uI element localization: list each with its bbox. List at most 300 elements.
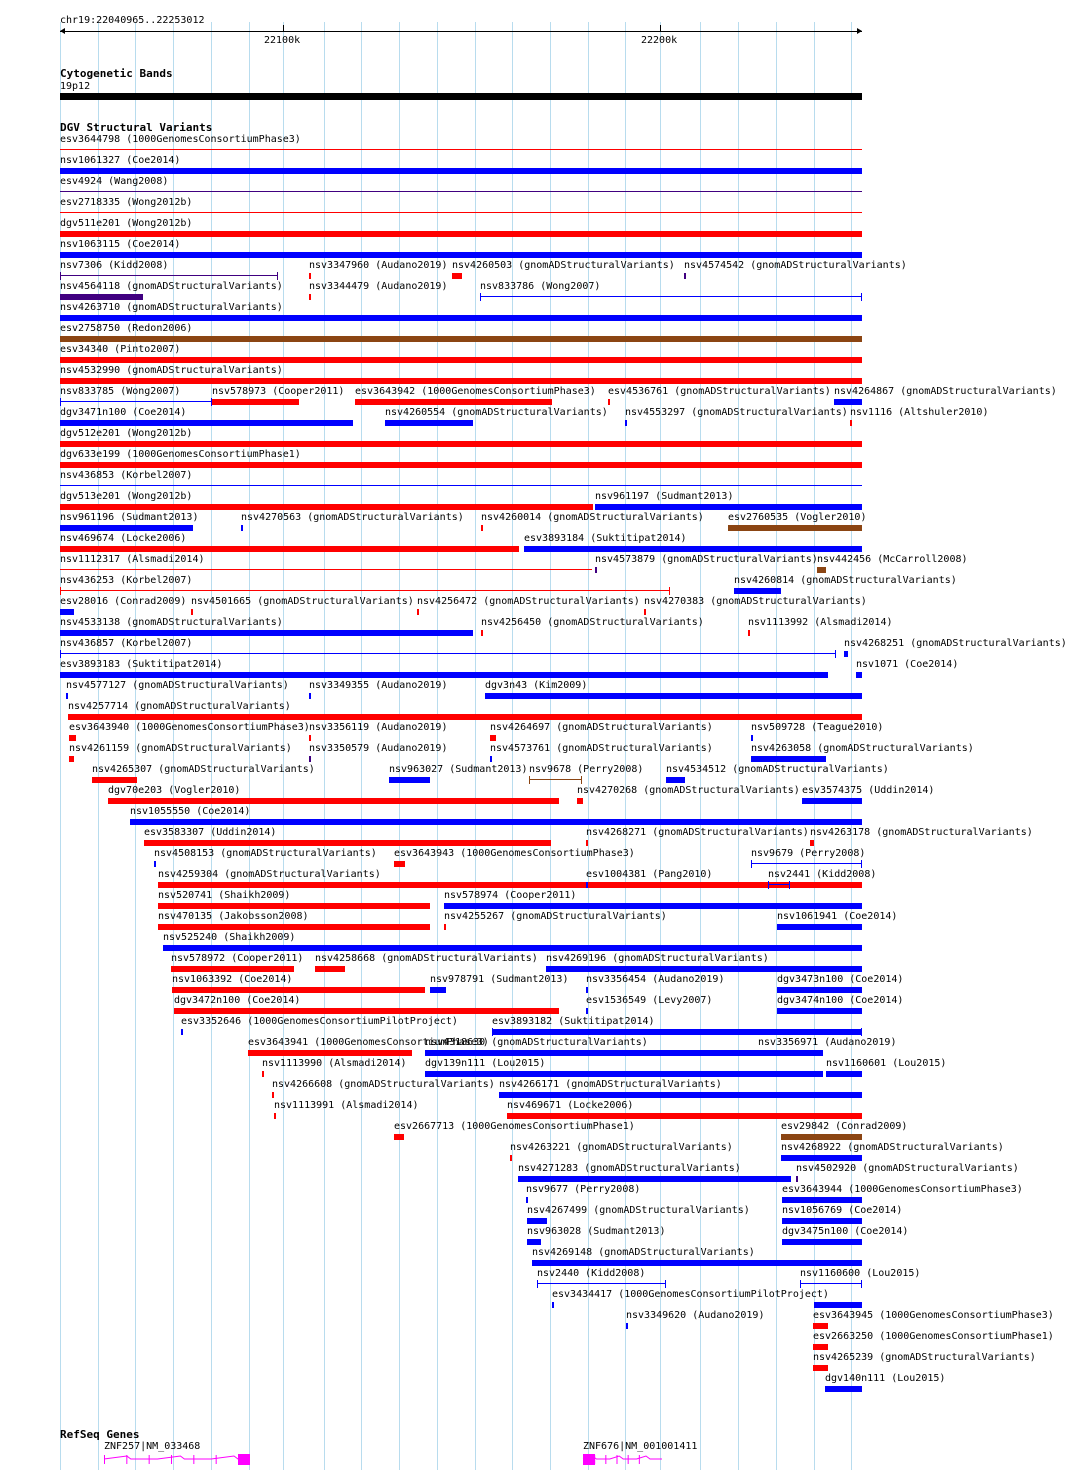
variant-feature[interactable] <box>60 252 862 258</box>
variant-feature[interactable] <box>728 525 862 531</box>
variant-label[interactable]: nsv2440 (Kidd2008) <box>537 1268 646 1279</box>
cytoband-bar[interactable] <box>60 93 862 100</box>
variant-label[interactable]: nsv4553297 (gnomADStructuralVariants) <box>625 407 848 418</box>
variant-label[interactable]: nsv442456 (McCarroll2008) <box>817 554 968 565</box>
variant-label[interactable]: nsv4263221 (gnomADStructuralVariants) <box>510 1142 733 1153</box>
variant-feature[interactable] <box>751 756 826 762</box>
variant-feature[interactable] <box>499 1092 862 1098</box>
variant-feature[interactable] <box>248 1050 412 1056</box>
variant-feature[interactable] <box>844 651 848 657</box>
gene-model[interactable] <box>583 1453 666 1467</box>
variant-feature[interactable] <box>68 714 862 720</box>
variant-feature[interactable] <box>586 987 588 993</box>
variant-end-cap <box>60 650 61 658</box>
variant-feature[interactable] <box>163 945 862 951</box>
variant-label[interactable]: nsv9678 (Perry2008) <box>529 764 644 775</box>
variant-label[interactable]: nsv578973 (Cooper2011) <box>212 386 345 397</box>
variant-feature[interactable] <box>802 798 862 804</box>
variant-label[interactable]: nsv4564118 (gnomADStructuralVariants) <box>60 281 283 292</box>
variant-feature[interactable] <box>751 735 753 741</box>
variant-feature[interactable] <box>60 672 828 678</box>
variant-label[interactable]: nsv1055550 (Coe2014) <box>130 806 251 817</box>
variant-feature[interactable] <box>546 966 862 972</box>
variant-feature[interactable] <box>529 779 582 780</box>
variant-end-cap <box>751 860 752 868</box>
variant-label[interactable]: esv3893184 (Suktitipat2014) <box>524 533 687 544</box>
variant-label[interactable]: nsv4574542 (gnomADStructuralVariants) <box>684 260 907 271</box>
variant-feature[interactable] <box>626 1323 628 1329</box>
variant-feature[interactable] <box>309 693 311 699</box>
variant-feature[interactable] <box>60 231 862 237</box>
variant-feature[interactable] <box>385 420 473 426</box>
variant-feature[interactable] <box>526 1197 528 1203</box>
variant-feature[interactable] <box>490 756 492 762</box>
variant-feature[interactable] <box>174 1008 559 1014</box>
variant-feature[interactable] <box>60 504 593 510</box>
variant-feature[interactable] <box>309 273 311 279</box>
variant-feature[interactable] <box>810 840 814 846</box>
variant-feature[interactable] <box>452 273 462 279</box>
variant-feature[interactable] <box>417 609 419 615</box>
variant-label[interactable]: esv3643945 (1000GenomesConsortiumPhase3) <box>813 1310 1054 1321</box>
refseq-track-title: RefSeq Genes <box>60 1428 140 1441</box>
variant-end-cap <box>861 860 862 868</box>
variant-label[interactable]: dgv633e199 (1000GenomesConsortiumPhase1) <box>60 449 301 460</box>
variant-label[interactable]: nsv469674 (Locke2006) <box>60 533 187 544</box>
variant-label[interactable]: nsv3356454 (Audano2019) <box>586 974 725 985</box>
variant-feature[interactable] <box>595 504 862 510</box>
variant-label[interactable]: nsv1063115 (Coe2014) <box>60 239 181 250</box>
cytoband-label: 19p12 <box>60 81 91 92</box>
gene-label[interactable]: ZNF257|NM_033468 <box>104 1441 201 1452</box>
variant-label[interactable]: esv3643942 (1000GenomesConsortiumPhase3) <box>355 386 596 397</box>
variant-feature[interactable] <box>191 609 193 615</box>
gene-intron <box>104 1456 250 1459</box>
variant-label[interactable]: nsv4268271 (gnomADStructuralVariants) <box>586 827 809 838</box>
variant-label[interactable]: nsv4268251 (gnomADStructuralVariants) <box>844 638 1067 649</box>
variant-feature[interactable] <box>644 609 646 615</box>
variant-feature[interactable] <box>782 1218 862 1224</box>
variant-feature[interactable] <box>144 840 551 846</box>
variant-label[interactable]: esv3893183 (Suktitipat2014) <box>60 659 223 670</box>
variant-label[interactable]: dgv3n43 (Kim2009) <box>485 680 588 691</box>
variant-label[interactable]: nsv1160601 (Lou2015) <box>826 1058 947 1069</box>
variant-feature[interactable] <box>355 399 552 405</box>
variant-feature[interactable] <box>577 798 583 804</box>
variant-label[interactable]: nsv4532990 (gnomADStructuralVariants) <box>60 365 283 376</box>
variant-label[interactable]: nsv963027 (Sudmant2013) <box>389 764 528 775</box>
variant-label[interactable]: nsv978791 (Sudmant2013) <box>430 974 569 985</box>
variant-feature[interactable] <box>158 903 430 909</box>
variant-label[interactable]: nsv4264697 (gnomADStructuralVariants) <box>490 722 713 733</box>
variant-label[interactable]: dgv513e201 (Wong2012b) <box>60 491 193 502</box>
variant-feature[interactable] <box>813 1323 828 1329</box>
variant-feature[interactable] <box>444 924 446 930</box>
variant-feature[interactable] <box>748 630 750 636</box>
variant-label[interactable]: nsv4260014 (gnomADStructuralVariants) <box>481 512 704 523</box>
variant-feature[interactable] <box>60 653 836 654</box>
variant-feature[interactable] <box>834 399 862 405</box>
variant-label[interactable]: nsv4266171 (gnomADStructuralVariants) <box>499 1079 722 1090</box>
variant-feature[interactable] <box>813 1365 828 1371</box>
variant-label[interactable]: nsv4255267 (gnomADStructuralVariants) <box>444 911 667 922</box>
variant-feature[interactable] <box>60 149 862 150</box>
variant-label[interactable]: nsv9679 (Perry2008) <box>751 848 866 859</box>
variant-end-cap <box>861 1028 862 1036</box>
variant-feature[interactable] <box>814 1302 862 1308</box>
variant-label[interactable]: nsv4263178 (gnomADStructuralVariants) <box>810 827 1033 838</box>
variant-feature[interactable] <box>60 441 862 447</box>
cytoband-track-title: Cytogenetic Bands <box>60 67 173 80</box>
variant-feature[interactable] <box>60 401 212 402</box>
variant-feature[interactable] <box>552 1302 554 1308</box>
variant-feature[interactable] <box>60 294 143 300</box>
variant-feature[interactable] <box>527 1218 547 1224</box>
variant-feature[interactable] <box>800 1283 862 1284</box>
variant-label[interactable]: nsv1112317 (Alsmadi2014) <box>60 554 205 565</box>
variant-feature[interactable] <box>60 357 862 363</box>
gene-exon <box>617 1455 618 1464</box>
variant-feature[interactable] <box>60 609 74 615</box>
variant-label[interactable]: nsv578974 (Cooper2011) <box>444 890 577 901</box>
variant-label[interactable]: nsv3356971 (Audano2019) <box>758 1037 897 1048</box>
variant-label[interactable]: esv3643943 (1000GenomesConsortiumPhase3) <box>394 848 635 859</box>
variant-feature[interactable] <box>850 420 852 426</box>
variant-feature[interactable] <box>524 546 862 552</box>
variant-label[interactable]: dgv139n111 (Lou2015) <box>425 1058 546 1069</box>
variant-feature[interactable] <box>666 777 685 783</box>
variant-label[interactable]: nsv3356119 (Audano2019) <box>309 722 448 733</box>
variant-label[interactable]: nsv3349355 (Audano2019) <box>309 680 448 691</box>
variant-feature[interactable] <box>777 987 862 993</box>
variant-label[interactable]: esv3643940 (1000GenomesConsortiumPhase3) <box>69 722 310 733</box>
variant-feature[interactable] <box>212 399 299 405</box>
variant-feature[interactable] <box>777 924 862 930</box>
variant-label[interactable]: nsv4256450 (gnomADStructuralVariants) <box>481 617 704 628</box>
ruler-right-arrow <box>857 28 862 34</box>
variant-feature[interactable] <box>60 168 862 174</box>
variant-feature[interactable] <box>60 569 592 570</box>
variant-label[interactable]: nsv4573761 (gnomADStructuralVariants) <box>490 743 713 754</box>
variant-end-cap <box>581 776 582 784</box>
variant-feature[interactable] <box>315 966 345 972</box>
variant-label[interactable]: nsv470135 (Jakobsson2008) <box>158 911 309 922</box>
variant-label[interactable]: esv2760535 (Vogler2010) <box>728 512 867 523</box>
variant-feature[interactable] <box>537 1283 666 1284</box>
variant-feature[interactable] <box>586 882 588 888</box>
variant-label[interactable]: nsv4270383 (gnomADStructuralVariants) <box>644 596 867 607</box>
variant-feature[interactable] <box>394 861 405 867</box>
ruler-tick <box>660 25 661 31</box>
variant-feature[interactable] <box>510 1155 512 1161</box>
variant-feature[interactable] <box>481 630 483 636</box>
variant-label[interactable]: nsv4267499 (gnomADStructuralVariants) <box>527 1205 750 1216</box>
variant-label[interactable]: nsv436253 (Korbel2007) <box>60 575 193 586</box>
gene-model[interactable] <box>104 1453 254 1467</box>
gene-exon <box>126 1455 127 1464</box>
variant-feature[interactable] <box>60 315 862 321</box>
variant-label[interactable]: dgv3473n100 (Coe2014) <box>777 974 904 985</box>
variant-label[interactable]: nsv4502920 (gnomADStructuralVariants) <box>796 1163 1019 1174</box>
variant-feature[interactable] <box>171 966 294 972</box>
variant-feature[interactable] <box>485 693 862 699</box>
variant-label[interactable]: nsv436853 (Korbel2007) <box>60 470 193 481</box>
variant-label[interactable]: esv28016 (Conrad2009) <box>60 596 187 607</box>
variant-feature[interactable] <box>60 191 862 192</box>
variant-label[interactable]: nsv4265307 (gnomADStructuralVariants) <box>92 764 315 775</box>
variant-feature[interactable] <box>425 1050 823 1056</box>
variant-label[interactable]: esv3434417 (1000GenomesConsortiumPilotProject) <box>552 1289 829 1300</box>
variant-feature[interactable] <box>825 1386 862 1392</box>
variant-feature[interactable] <box>758 1050 760 1056</box>
variant-feature[interactable] <box>60 275 278 276</box>
variant-feature[interactable] <box>768 884 790 885</box>
variant-label[interactable]: nsv436857 (Korbel2007) <box>60 638 193 649</box>
variant-label[interactable]: nsv1113992 (Alsmadi2014) <box>748 617 893 628</box>
variant-label[interactable]: nsv4318630 (gnomADStructuralVariants) <box>425 1037 648 1048</box>
variant-label[interactable]: nsv7306 (Kidd2008) <box>60 260 169 271</box>
ruler-tick <box>283 25 284 31</box>
variant-label[interactable]: esv3583307 (Uddin2014) <box>144 827 277 838</box>
variant-feature[interactable] <box>66 693 68 699</box>
variant-label[interactable]: nsv4257714 (gnomADStructuralVariants) <box>68 701 291 712</box>
variant-label[interactable]: esv3643941 (1000GenomesConsortiumPhase3) <box>248 1037 489 1048</box>
variant-feature[interactable] <box>60 546 519 552</box>
variant-feature[interactable] <box>309 756 311 762</box>
variant-end-cap <box>669 587 670 595</box>
variant-feature[interactable] <box>181 1029 183 1035</box>
variant-label[interactable]: nsv4268922 (gnomADStructuralVariants) <box>781 1142 1004 1153</box>
variant-label[interactable]: nsv1061327 (Coe2014) <box>60 155 181 166</box>
variant-feature[interactable] <box>309 735 311 741</box>
variant-feature[interactable] <box>782 1197 862 1203</box>
variant-feature[interactable] <box>586 840 588 846</box>
variant-feature[interactable] <box>262 1071 264 1077</box>
variant-feature[interactable] <box>130 819 862 825</box>
variant-feature[interactable] <box>241 525 243 531</box>
variant-label[interactable]: nsv509728 (Teague2010) <box>751 722 884 733</box>
variant-label[interactable]: nsv1160600 (Lou2015) <box>800 1268 921 1279</box>
variant-feature[interactable] <box>527 1239 541 1245</box>
variant-feature[interactable] <box>490 735 496 741</box>
variant-label[interactable]: esv2758750 (Redon2006) <box>60 323 193 334</box>
variant-label[interactable]: nsv4508153 (gnomADStructuralVariants) <box>154 848 377 859</box>
variant-feature[interactable] <box>518 1176 791 1182</box>
variant-feature[interactable] <box>60 630 473 636</box>
variant-label[interactable]: dgv511e201 (Wong2012b) <box>60 218 193 229</box>
gene-exon <box>171 1455 172 1464</box>
variant-label[interactable]: nsv9677 (Perry2008) <box>526 1184 641 1195</box>
variant-feature[interactable] <box>272 1092 274 1098</box>
variant-label[interactable]: esv2718335 (Wong2012b) <box>60 197 193 208</box>
variant-label[interactable]: esv34340 (Pinto2007) <box>60 344 181 355</box>
variant-feature[interactable] <box>817 567 826 573</box>
variant-label[interactable]: esv3643944 (1000GenomesConsortiumPhase3) <box>782 1184 1023 1195</box>
variant-label[interactable]: nsv4501665 (gnomADStructuralVariants) <box>191 596 414 607</box>
variant-feature[interactable] <box>60 336 862 342</box>
variant-label[interactable]: dgv70e203 (Vogler2010) <box>108 785 241 796</box>
gene-exon <box>583 1454 595 1465</box>
variant-label[interactable]: esv3893182 (Suktitipat2014) <box>492 1016 655 1027</box>
variant-feature[interactable] <box>586 1008 588 1014</box>
variant-label[interactable]: nsv4261159 (gnomADStructuralVariants) <box>69 743 292 754</box>
variant-label[interactable]: nsv3344479 (Audano2019) <box>309 281 448 292</box>
gene-exon <box>639 1455 640 1464</box>
variant-feature[interactable] <box>60 462 862 468</box>
variant-label[interactable]: nsv4260503 (gnomADStructuralVariants) <box>452 260 675 271</box>
variant-label[interactable]: nsv4263710 (gnomADStructuralVariants) <box>60 302 283 313</box>
variant-end-cap <box>537 1280 538 1288</box>
variant-label[interactable]: esv3644798 (1000GenomesConsortiumPhase3) <box>60 134 301 145</box>
variant-label[interactable]: nsv963028 (Sudmant2013) <box>527 1226 666 1237</box>
variant-feature[interactable] <box>595 567 597 573</box>
variant-label[interactable]: esv4536761 (gnomADStructuralVariants) <box>608 386 831 397</box>
variant-label[interactable]: nsv1071 (Coe2014) <box>856 659 959 670</box>
variant-label[interactable]: nsv4534512 (gnomADStructuralVariants) <box>666 764 889 775</box>
variant-label[interactable]: nsv525240 (Shaikh2009) <box>163 932 296 943</box>
variant-label[interactable]: nsv4265239 (gnomADStructuralVariants) <box>813 1352 1036 1363</box>
variant-feature[interactable] <box>394 1134 404 1140</box>
variant-feature[interactable] <box>60 590 670 591</box>
variant-label[interactable]: nsv1061941 (Coe2014) <box>777 911 898 922</box>
variant-label[interactable]: nsv1063392 (Coe2014) <box>172 974 293 985</box>
variant-label[interactable]: esv29842 (Conrad2009) <box>781 1121 908 1132</box>
variant-feature[interactable] <box>734 588 781 594</box>
variant-label[interactable]: nsv4269148 (gnomADStructuralVariants) <box>532 1247 755 1258</box>
variant-label[interactable]: esv2663250 (1000GenomesConsortiumPhase1) <box>813 1331 1054 1342</box>
gene-exon <box>605 1455 606 1464</box>
variant-feature[interactable] <box>481 525 483 531</box>
variant-feature[interactable] <box>309 294 311 300</box>
gene-label[interactable]: ZNF676|NM_001001411 <box>583 1441 698 1452</box>
gene-exon <box>104 1455 105 1464</box>
ruler-left-arrow <box>60 28 65 34</box>
variant-label[interactable]: nsv4264867 (gnomADStructuralVariants) <box>834 386 1057 397</box>
variant-label[interactable]: nsv4260814 (gnomADStructuralVariants) <box>734 575 957 586</box>
variant-feature[interactable] <box>444 903 862 909</box>
variant-feature[interactable] <box>60 378 862 384</box>
region-label: chr19:22040965..22253012 <box>60 15 205 26</box>
variant-feature[interactable] <box>158 882 862 888</box>
variant-label[interactable]: esv4924 (Wang2008) <box>60 176 169 187</box>
variant-feature[interactable] <box>60 525 193 531</box>
variant-feature[interactable] <box>430 987 446 993</box>
variant-label[interactable]: nsv4266608 (gnomADStructuralVariants) <box>272 1079 495 1090</box>
variant-feature[interactable] <box>60 420 353 426</box>
variant-label[interactable]: nsv961196 (Sudmant2013) <box>60 512 199 523</box>
variant-feature[interactable] <box>108 798 559 804</box>
variant-label[interactable]: nsv3349620 (Audano2019) <box>626 1310 765 1321</box>
variant-feature[interactable] <box>796 1176 798 1182</box>
variant-feature[interactable] <box>154 861 156 867</box>
variant-label[interactable]: nsv4263058 (gnomADStructuralVariants) <box>751 743 974 754</box>
variant-label[interactable]: nsv1113991 (Alsmadi2014) <box>274 1100 419 1111</box>
variant-label[interactable]: nsv833785 (Wong2007) <box>60 386 181 397</box>
variant-feature[interactable] <box>172 987 425 993</box>
variant-feature[interactable] <box>813 1344 828 1350</box>
gene-exon <box>628 1455 629 1464</box>
variant-end-cap <box>277 272 278 280</box>
variant-label[interactable]: nsv4258668 (gnomADStructuralVariants) <box>315 953 538 964</box>
variant-label[interactable]: nsv4259304 (gnomADStructuralVariants) <box>158 869 381 880</box>
variant-feature[interactable] <box>69 735 76 741</box>
variant-label[interactable]: nsv578972 (Cooper2011) <box>171 953 304 964</box>
variant-label[interactable]: nsv833786 (Wong2007) <box>480 281 601 292</box>
variant-label[interactable]: nsv4577127 (gnomADStructuralVariants) <box>66 680 289 691</box>
variant-end-cap <box>835 650 836 658</box>
variant-feature[interactable] <box>60 485 862 486</box>
variant-feature[interactable] <box>532 1260 862 1266</box>
variant-label[interactable]: nsv520741 (Shaikh2009) <box>158 890 291 901</box>
variant-label[interactable]: nsv961197 (Sudmant2013) <box>595 491 734 502</box>
variant-feature[interactable] <box>777 1008 862 1014</box>
variant-label[interactable]: nsv1056769 (Coe2014) <box>782 1205 903 1216</box>
variant-feature[interactable] <box>425 1071 823 1077</box>
variant-feature[interactable] <box>389 777 430 783</box>
variant-label[interactable]: esv1004381 (Pang2010) <box>586 869 713 880</box>
variant-label[interactable]: dgv3474n100 (Coe2014) <box>777 995 904 1006</box>
variant-label[interactable]: esv3352646 (1000GenomesConsortiumPilotProject) <box>181 1016 458 1027</box>
variant-label[interactable]: dgv3471n100 (Coe2014) <box>60 407 187 418</box>
variant-label[interactable]: nsv4533138 (gnomADStructuralVariants) <box>60 617 283 628</box>
variant-label[interactable]: nsv469671 (Locke2006) <box>507 1100 634 1111</box>
gene-exon <box>149 1455 150 1464</box>
variant-label[interactable]: dgv140n111 (Lou2015) <box>825 1373 946 1384</box>
variant-feature[interactable] <box>507 1113 862 1119</box>
variant-feature[interactable] <box>625 420 627 426</box>
variant-label[interactable]: nsv4573879 (gnomADStructuralVariants) <box>595 554 818 565</box>
variant-label[interactable]: dgv3472n100 (Coe2014) <box>174 995 301 1006</box>
variant-feature[interactable] <box>274 1113 276 1119</box>
variant-feature[interactable] <box>608 399 610 405</box>
variant-feature[interactable] <box>751 863 862 864</box>
variant-label[interactable]: esv2667713 (1000GenomesConsortiumPhase1) <box>394 1121 635 1132</box>
variant-label[interactable]: nsv4270268 (gnomADStructuralVariants) <box>577 785 800 796</box>
variant-label[interactable]: nsv3350579 (Audano2019) <box>309 743 448 754</box>
variant-feature[interactable] <box>60 212 862 213</box>
variant-feature[interactable] <box>826 1071 862 1077</box>
variant-label[interactable]: nsv4270563 (gnomADStructuralVariants) <box>241 512 464 523</box>
variant-label[interactable]: esv1536549 (Levy2007) <box>586 995 713 1006</box>
variant-feature[interactable] <box>492 1029 862 1035</box>
variant-label[interactable]: nsv2441 (Kidd2008) <box>768 869 877 880</box>
variant-label[interactable]: nsv3347960 (Audano2019) <box>309 260 448 271</box>
variant-label[interactable]: nsv1116 (Altshuler2010) <box>850 407 989 418</box>
variant-label[interactable]: nsv4271283 (gnomADStructuralVariants) <box>518 1163 741 1174</box>
variant-end-cap <box>665 1280 666 1288</box>
variant-label[interactable]: nsv4269196 (gnomADStructuralVariants) <box>546 953 769 964</box>
variant-feature[interactable] <box>781 1155 862 1161</box>
variant-feature[interactable] <box>856 672 862 678</box>
variant-feature[interactable] <box>782 1239 862 1245</box>
variant-feature[interactable] <box>69 756 74 762</box>
variant-label[interactable]: nsv4260554 (gnomADStructuralVariants) <box>385 407 608 418</box>
variant-feature[interactable] <box>480 296 862 297</box>
variant-label[interactable]: dgv512e201 (Wong2012b) <box>60 428 193 439</box>
variant-end-cap <box>60 398 61 406</box>
variant-feature[interactable] <box>92 777 137 783</box>
variant-feature[interactable] <box>158 924 430 930</box>
ruler-tick-label: 22200k <box>641 35 678 46</box>
variant-end-cap <box>861 1280 862 1288</box>
variant-feature[interactable] <box>781 1134 862 1140</box>
variant-label[interactable]: nsv1113990 (Alsmadi2014) <box>262 1058 407 1069</box>
variant-feature[interactable] <box>684 273 686 279</box>
variant-label[interactable]: dgv3475n100 (Coe2014) <box>782 1226 909 1237</box>
variant-end-cap <box>861 293 862 301</box>
variant-label[interactable]: nsv4256472 (gnomADStructuralVariants) <box>417 596 640 607</box>
variant-label[interactable]: esv3574375 (Uddin2014) <box>802 785 935 796</box>
